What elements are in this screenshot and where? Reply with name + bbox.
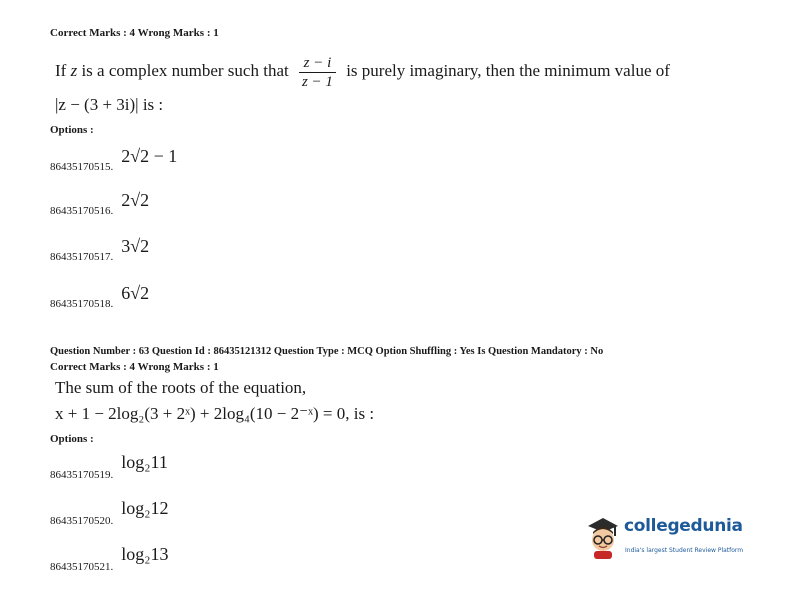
option-id: 86435170521. [50,561,114,573]
question-expression-post: is : [142,95,164,114]
marks-line: Correct Marks : 4 Wrong Marks : 1 [50,361,219,373]
logo-tagline: India's largest Student Review Platform [625,547,744,554]
option-id: 86435170518. [50,298,114,310]
fraction [299,55,336,90]
option-value: 3√2 [121,236,150,256]
collegedunia-logo [584,516,744,564]
option-id: 86435170517. [50,251,114,263]
option-row[interactable] [50,236,150,263]
question-expression: |z − (3 + 3i)| [55,95,139,114]
option-value: log₂12 [121,498,169,518]
option-row[interactable] [50,498,169,527]
fraction-denominator: z − 1 [301,73,333,90]
option-value: 6√2 [121,283,150,303]
options-label: Options : [50,433,94,445]
options-label: Options : [50,124,94,136]
marks-line: Correct Marks : 4 Wrong Marks : 1 [50,27,219,39]
option-value: log₂11 [121,452,168,472]
question-text-pre: If [55,61,67,80]
question-expression-line [55,95,163,115]
option-id: 86435170520. [50,515,114,527]
option-value: 2√2 [121,190,150,210]
question-equation: x + 1 − 2log₂(3 + 2ˣ) + 2log₄(10 − 2⁻ˣ) = 0, is : [55,404,375,423]
question-text-mid: is a complex number such that [81,61,289,80]
option-id: 86435170519. [50,469,114,481]
option-value: 2√2 − 1 [121,146,178,166]
mascot-icon [584,516,622,560]
question-text-post: is purely imaginary, then the minimum value of [346,61,670,80]
option-row[interactable] [50,190,150,217]
logo-wordmark: collegedunia [624,516,743,536]
option-id: 86435170515. [50,161,114,173]
question-var-z: z [70,61,78,80]
fraction-numerator: z − i [299,55,336,73]
question-header: Question Number : 63 Question Id : 86435121312 Question Type : MCQ Option Shuffling : Yes Is Question Mandatory : No [50,346,604,357]
option-row[interactable] [50,283,150,310]
option-row[interactable] [50,544,169,573]
option-row[interactable] [50,146,178,173]
option-value: log₂13 [121,544,169,564]
option-id: 86435170516. [50,205,114,217]
option-row[interactable] [50,452,168,481]
question-text [55,50,670,92]
question-text-line1: The sum of the roots of the equation, [55,378,307,397]
